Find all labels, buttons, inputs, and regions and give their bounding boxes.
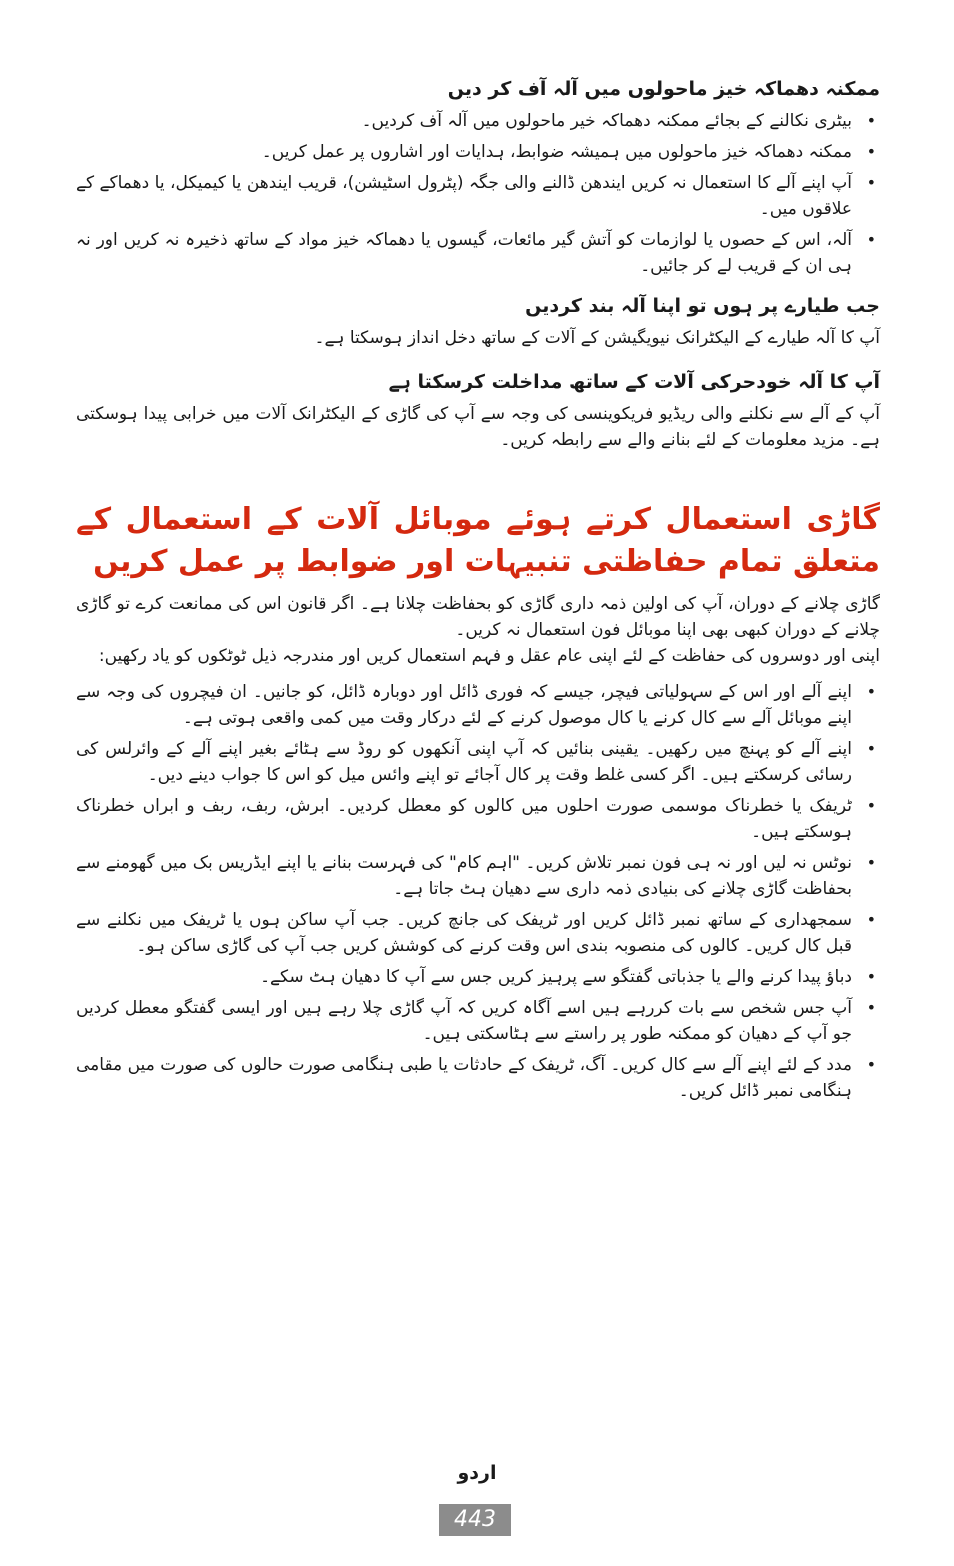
list-item: • اپنے آلے کو پہنچ میں رکھیں۔ یقینی بنائیں کہ آپ اپنی آنکھوں کو روڈ سے ہٹائے بغیر اپنے آلے کے وائرلس کی رسائی کرسکتے ہیں۔ اگر کسی غلط وقت پر کال آجائے تو اپنے وائس میل کو اس کا جواب دینے دیں۔ [76, 736, 852, 788]
list-item: • دباؤ پیدا کرنے والے یا جذباتی گفتگو سے پرہیز کریں جس سے آپ کا دھیان ہٹ سکے۔ [76, 964, 852, 990]
content-column [76, 74, 880, 1109]
section-heading: جب طیارے پر ہوں تو اپنا آلہ بند کردیں [525, 295, 880, 317]
list-item: • اپنے آلے اور اس کے سہولیاتی فیچر، جیسے کہ فوری ڈائل اور دوبارہ ڈائل، کو جانیں۔ ان فیچروں کی وجہ سے اپنے موبائل آلے سے کال کرنے یا کال موصول کرنے کے لئے درکار وقت میں کمی واقعی ہوتی ہے۔ [76, 679, 852, 731]
section-heading: ممکنہ دھماکہ خیز ماحولوں میں آلہ آف کر دیں [447, 78, 880, 100]
section-explosive [76, 74, 880, 279]
bullet-list [76, 679, 880, 1104]
section-vehicle-interference [76, 367, 880, 453]
bullet-list [76, 108, 880, 279]
main-section-title: گاڑی استعمال کرتے ہوئے موبائل آلات کے استعمال کے متعلق تمام حفاظتی تنبیہات اور ضوابط پر عمل کریں [76, 502, 880, 579]
section-aircraft [76, 291, 880, 351]
section-paragraph: آپ کے آلے سے نکلنے والی ریڈیو فریکوینسی کی وجہ سے آپ کی گاڑی کے الیکٹرانک آلات میں خرابی پیدا ہوسکتی ہے۔ مزید معلومات کے لئے بنانے والے سے رابطہ کریں۔ [76, 404, 880, 450]
page-number-badge: 443 [439, 1504, 511, 1536]
intro-paragraph: اپنی اور دوسروں کی حفاظت کے لئے اپنی عام عقل و فہم استعمال کریں اور مندرجہ ذیل ٹوٹکوں کو یاد رکھیں: [98, 646, 880, 666]
list-item: • ممکنہ دھماکہ خیز ماحولوں میں ہمیشہ ضوابط، ہدایات اور اشاروں پر عمل کریں۔ [76, 139, 852, 165]
list-item: • آپ اپنے آلے کا استعمال نہ کریں ایندھن ڈالنے والی جگہ (پٹرول اسٹیشن)، قریب ایندھن یا کیمیکل، یا دھماکے کے علاقوں میں۔ [76, 170, 852, 222]
section-driving-safety [76, 499, 880, 1104]
section-heading: آپ کا آلہ خودحرکی آلات کے ساتھ مداخلت کرسکتا ہے [388, 371, 880, 393]
list-item: • ٹریفک یا خطرناک موسمی صورت احلوں میں کالوں کو معطل کردیں۔ ابرش، ربف، ربف و ابراں خطرناک ہوسکتے ہیں۔ [76, 793, 852, 845]
list-item: • آپ جس شخص سے بات کررہے ہیں اسے آگاہ کریں کہ آپ گاڑی چلا رہے ہیں اور ایسی گفتگو معطل کردیں جو آپ کے دھیان کو ممکنہ طور پر راستے سے ہٹاسکتی ہیں۔ [76, 995, 852, 1047]
intro-paragraph: گاڑی چلانے کے دوران، آپ کی اولین ذمہ داری گاڑی کو بحفاظت چلانا ہے۔ اگر قانون اس کی ممانعت کرے تو گاڑی چلانے کے دوران کبھی بھی اپنا موبائل فون استعمال نہ کریں۔ [76, 594, 880, 640]
list-item: • نوٹس نہ لیں اور نہ ہی فون نمبر تلاش کریں۔ "اہم کام" کی فہرست بنانے یا اپنے ایڈریس بک میں گھومنے سے بحفاظت گاڑی چلانے کی بنیادی ذمہ داری سے دھیان ہٹ جاتا ہے۔ [76, 850, 852, 902]
list-item: • مدد کے لئے اپنے آلے سے کال کریں۔ آگ، ٹریفک کے حادثات یا طبی ہنگامی صورت حالوں کی صورت میں مقامی ہنگامی نمبر ڈائل کریں۔ [76, 1052, 852, 1104]
footer-language-label: اردو [457, 1462, 497, 1484]
list-item: • سمجھداری کے ساتھ نمبر ڈائل کریں اور ٹریفک کی جانچ کریں۔ جب آپ ساکن ہوں یا ٹریفک میں نکلنے سے قبل کال کریں۔ کالوں کی منصوبہ بندی اس وقت کرنے کی کوشش کریں جب آپ کی گاڑی ساکن ہو۔ [76, 907, 852, 959]
section-paragraph: آپ کا آلہ طیارے کے الیکٹرانک نیویگیشن کے آلات کے ساتھ دخل انداز ہوسکتا ہے۔ [314, 328, 880, 348]
list-item: • آلہ، اس کے حصوں یا لوازمات کو آتش گیر مائعات، گیسوں یا دھماکہ خیز مواد کے ساتھ ذخیرہ نہ کریں اور نہ ہی ان کے قریب لے کر جائیں۔ [76, 227, 852, 279]
list-item: • بیٹری نکالنے کے بجائے ممکنہ دھماکہ خیر ماحولوں میں آلہ آف کردیں۔ [76, 108, 852, 134]
